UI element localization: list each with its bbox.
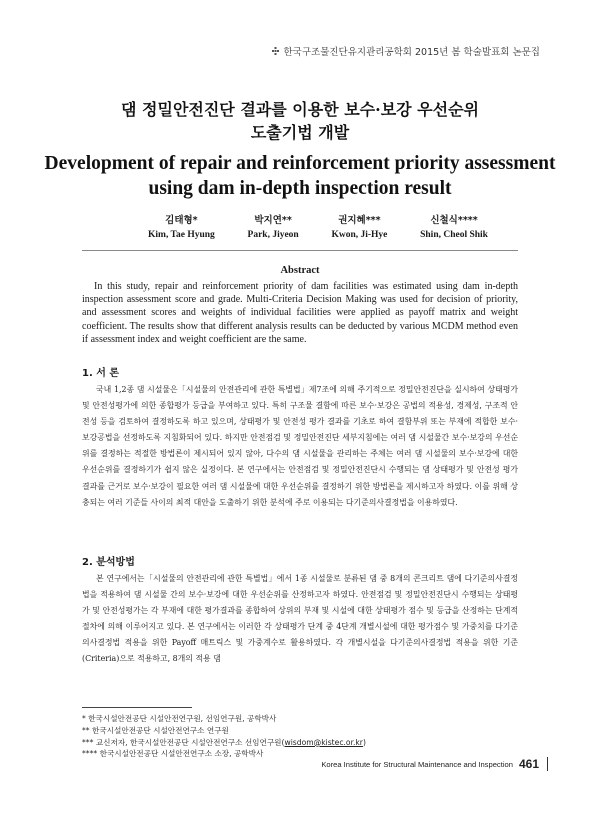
abstract-heading: Abstract — [280, 265, 320, 276]
footnote-text: 한국시설안전공단 시설안전연구소 소장, 공학박사 — [99, 749, 264, 759]
author-name-english: Kim, Tae Hyung — [148, 230, 215, 240]
footnote-mark: ** — [82, 725, 90, 735]
email-link[interactable]: wisdom@kistec.or.kr — [284, 737, 363, 747]
footnote-text-tail: ) — [362, 737, 366, 747]
section-heading-introduction: 1. 서 론 — [82, 368, 120, 379]
abstract-text: In this study, repair and reinforcement priority of dam facilities was estimated using dam in-depth inspection assessment score and grade. Multi-Criteria Decision Making was used for decision of priority, and assessment scores and weights of individual facilities were applied as payoff matrix and weight coefficient. The results show that different analysis results can be deducted by various MCDM method even if assessment index and weight coefficient are the same. — [82, 281, 518, 345]
author-name-korean: 권지혜*** — [338, 215, 381, 226]
author-name-korean: 박지연** — [254, 215, 292, 226]
section-text-method: 본 연구에서는「시설물의 안전관리에 관한 특별법」에서 1종 시설물로 분류된 댐 중 8개의 콘크리트 댐에 다기준의사결정법을 적용하여 댐 시설물 간의 보수·보강에 대한 우선순위를 산정하고자 하였다. 안전점검 및 정밀안전진단시 수행되는 상태평가 및 안전성평가는 각 부재에 대한 평가결과를 종합하여 상위의 부재 및 시설에 대한 상태평가 점수 및 등급을 산정하는 단계적 절차에 의해 이루어지고 있다. 본 연구에서는 이러한 각 상태평가 단계 중 4단계 개별시설에 대한 평가점수 및 가중치를 다기준의사결정법 적용을 위한 Payoff 매트릭스 및 가중계수로 활용하였다. 각 개별시설을 다기준의사결정법 적용을 위한 기준(Criteria)으로 적용하고, 8개의 적용 댐 — [82, 574, 518, 664]
author-name-english: Kwon, Ji-Hye — [331, 230, 388, 240]
running-header — [272, 44, 540, 58]
author — [248, 212, 299, 240]
title-english — [40, 151, 560, 201]
footnote — [82, 713, 518, 725]
title-korean-line1: 댐 정밀안전진단 결과를 이용한 보수·보강 우선순위 — [121, 100, 479, 119]
gear-icon — [272, 47, 279, 55]
author-name-korean: 김태형* — [165, 215, 198, 226]
footnotes — [82, 713, 518, 760]
author-name-english: Shin, Cheol Shik — [420, 230, 488, 240]
footnote — [82, 737, 518, 749]
page-footer — [321, 757, 548, 771]
author — [148, 212, 215, 240]
title-korean — [0, 98, 600, 144]
author — [331, 212, 387, 240]
author — [420, 212, 488, 240]
footnote-mark: * — [82, 714, 86, 723]
footer-organization: Korea Institute for Structural Maintenance and Inspection — [321, 759, 513, 769]
author-list — [148, 212, 488, 240]
title-english-line2: using dam in-depth inspection result — [148, 178, 452, 199]
section-text-introduction: 국내 1,2종 댐 시설물은「시설물의 안전관리에 관한 특별법」제7조에 의해 주기적으로 정밀안전진단을 실시하여 상태평가 및 안전성평가에 의한 종합평가 등급을 부여하고 있다. 특히 구조물 결함에 따른 보수·보강은 공법의 적용성, 경제성, 구조적 안전성 등을 검토하여 결정하도록 하고 있으며, 상태평가 및 안전성 평가 결과를 기초로 하여 결함부위 또는 부재에 적합한 보수·보강공법을 선정하도록 지침화되어 있다. 하지만 안전점검 및 정밀안전진단 세부지침에는 여러 댐 시설물간 보수·보강의 우선순위를 결정하는 적절한 방법론이 제시되어 있지 않아, 다수의 댐 시설물을 관리하는 주체는 여러 댐 시설물의 보수·보강에 대한 우선순위를 결정하기가 쉽지 않은 실정이다. 본 연구에서는 안전점검 및 정밀안전진단시 수행되는 댐 상태평가 및 안전성 평가 결과를 근거로 보수·보강이 필요한 여러 댐 시설물에 대한 우선순위를 결정하기 위한 방법론을 제시하고자 하였다. 이를 위해 상충되는 여러 기준들 사이의 최적 대안을 도출하기 위한 분석에 주로 이용되는 다기준의사결정법을 이용하였다. — [82, 385, 518, 507]
footnote-mark: *** — [82, 737, 94, 747]
footnote-text: 한국시설안전공단 시설안전연구원, 선임연구원, 공학박사 — [88, 714, 277, 723]
footnote-text: 교신저자, 한국시설안전공단 시설안전연구소 선임연구원( — [95, 737, 285, 747]
footnote-text: 한국시설안전공단 시설안전연구소 연구원 — [92, 725, 229, 735]
author-name-korean: 신철식**** — [430, 215, 478, 226]
page-number: 461 — [518, 757, 539, 771]
footnote-mark: **** — [82, 749, 98, 759]
section-heading-method: 2. 분석방법 — [82, 557, 135, 568]
title-english-line1: Development of repair and reinforcement priority assessment — [44, 153, 556, 174]
title-korean-line2: 도출기법 개발 — [250, 123, 350, 142]
footer-bar — [547, 757, 548, 771]
author-name-english: Park, Jiyeon — [247, 230, 299, 240]
footnote — [82, 725, 518, 737]
footnote-divider — [82, 707, 192, 708]
running-title: 한국구조물진단유지관리공학회 2015년 봄 학술발표회 논문집 — [283, 47, 540, 58]
divider — [82, 250, 518, 251]
